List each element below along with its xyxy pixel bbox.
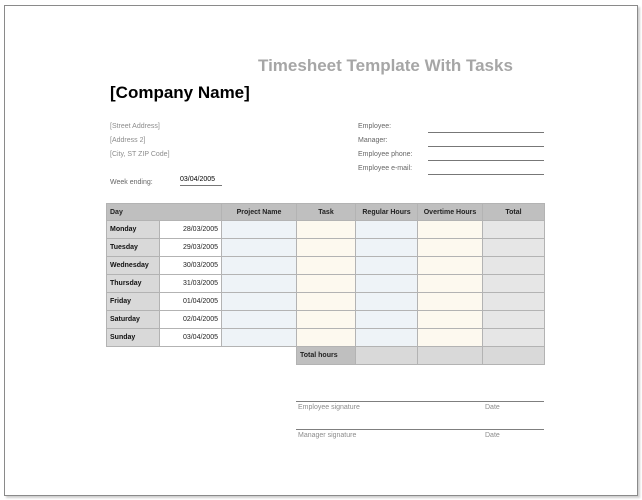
- employee-email-label: Employee e-mail:: [358, 165, 413, 172]
- employee-phone-label: Employee phone:: [358, 151, 413, 158]
- employee-date-label: Date: [485, 404, 500, 411]
- overtime-hours-cell[interactable]: [418, 275, 483, 293]
- blank-cell: [107, 347, 297, 365]
- day-cell: Tuesday: [107, 239, 160, 257]
- task-cell[interactable]: [297, 293, 356, 311]
- header-project-name: Project Name: [222, 204, 297, 221]
- total-cell: [483, 221, 545, 239]
- manager-label: Manager:: [358, 137, 388, 144]
- regular-hours-cell[interactable]: [356, 275, 418, 293]
- employee-email-field[interactable]: [428, 174, 544, 175]
- table-row: [107, 239, 545, 257]
- total-cell: [483, 275, 545, 293]
- total-cell: [483, 293, 545, 311]
- date-cell[interactable]: 02/04/2005: [160, 311, 222, 329]
- overtime-hours-cell[interactable]: [418, 293, 483, 311]
- day-cell: Saturday: [107, 311, 160, 329]
- date-cell[interactable]: 28/03/2005: [160, 221, 222, 239]
- regular-hours-cell[interactable]: [356, 257, 418, 275]
- date-cell[interactable]: 03/04/2005: [160, 329, 222, 347]
- table-row: [107, 221, 545, 239]
- task-cell[interactable]: [297, 311, 356, 329]
- manager-signature-label: Manager signature: [298, 432, 357, 439]
- manager-date-label: Date: [485, 432, 500, 439]
- manager-signature-line[interactable]: [296, 429, 544, 430]
- week-ending-label: Week ending:: [110, 179, 153, 186]
- week-ending-field[interactable]: 03/04/2005: [180, 176, 222, 186]
- overtime-hours-cell[interactable]: [418, 311, 483, 329]
- timesheet-table: [106, 203, 545, 365]
- day-cell: Sunday: [107, 329, 160, 347]
- project-name-cell[interactable]: [222, 293, 297, 311]
- employee-phone-field[interactable]: [428, 160, 544, 161]
- task-cell[interactable]: [297, 329, 356, 347]
- project-name-cell[interactable]: [222, 221, 297, 239]
- grand-total-cell: [483, 347, 545, 365]
- total-cell: [483, 311, 545, 329]
- overtime-hours-cell[interactable]: [418, 239, 483, 257]
- task-cell[interactable]: [297, 257, 356, 275]
- total-overtime-hours-cell: [418, 347, 483, 365]
- total-cell: [483, 239, 545, 257]
- total-cell: [483, 329, 545, 347]
- table-row: [107, 293, 545, 311]
- overtime-hours-cell[interactable]: [418, 329, 483, 347]
- header-regular-hours: Regular Hours: [356, 204, 418, 221]
- project-name-cell[interactable]: [222, 239, 297, 257]
- overtime-hours-cell[interactable]: [418, 257, 483, 275]
- employee-field[interactable]: [428, 132, 544, 133]
- total-hours-label: Total hours: [297, 347, 356, 365]
- date-cell[interactable]: 31/03/2005: [160, 275, 222, 293]
- table-row: [107, 329, 545, 347]
- task-cell[interactable]: [297, 275, 356, 293]
- date-cell[interactable]: 01/04/2005: [160, 293, 222, 311]
- total-hours-row: [107, 347, 545, 365]
- total-regular-hours-cell: [356, 347, 418, 365]
- table-row: [107, 257, 545, 275]
- employee-signature-line[interactable]: [296, 401, 544, 402]
- day-cell: Friday: [107, 293, 160, 311]
- overtime-hours-cell[interactable]: [418, 221, 483, 239]
- address-line-2[interactable]: [Address 2]: [110, 137, 146, 144]
- street-address[interactable]: [Street Address]: [110, 123, 160, 130]
- day-cell: Thursday: [107, 275, 160, 293]
- header-task: Task: [297, 204, 356, 221]
- project-name-cell[interactable]: [222, 257, 297, 275]
- document-title: Timesheet Template With Tasks: [258, 56, 513, 75]
- task-cell[interactable]: [297, 239, 356, 257]
- regular-hours-cell[interactable]: [356, 221, 418, 239]
- project-name-cell[interactable]: [222, 329, 297, 347]
- day-cell: Wednesday: [107, 257, 160, 275]
- date-cell[interactable]: 30/03/2005: [160, 257, 222, 275]
- header-overtime-hours: Overtime Hours: [418, 204, 483, 221]
- regular-hours-cell[interactable]: [356, 311, 418, 329]
- city-state-zip[interactable]: [City, ST ZIP Code]: [110, 151, 170, 158]
- table-row: [107, 275, 545, 293]
- regular-hours-cell[interactable]: [356, 239, 418, 257]
- day-cell: Monday: [107, 221, 160, 239]
- total-cell: [483, 257, 545, 275]
- employee-label: Employee:: [358, 123, 392, 130]
- task-cell[interactable]: [297, 221, 356, 239]
- company-name[interactable]: [Company Name]: [110, 83, 250, 102]
- project-name-cell[interactable]: [222, 311, 297, 329]
- regular-hours-cell[interactable]: [356, 293, 418, 311]
- manager-field[interactable]: [428, 146, 544, 147]
- date-cell[interactable]: 29/03/2005: [160, 239, 222, 257]
- table-row: [107, 311, 545, 329]
- header-day: Day: [107, 204, 222, 221]
- regular-hours-cell[interactable]: [356, 329, 418, 347]
- header-total: Total: [483, 204, 545, 221]
- employee-signature-label: Employee signature: [298, 404, 360, 411]
- table-header-row: [107, 204, 545, 221]
- project-name-cell[interactable]: [222, 275, 297, 293]
